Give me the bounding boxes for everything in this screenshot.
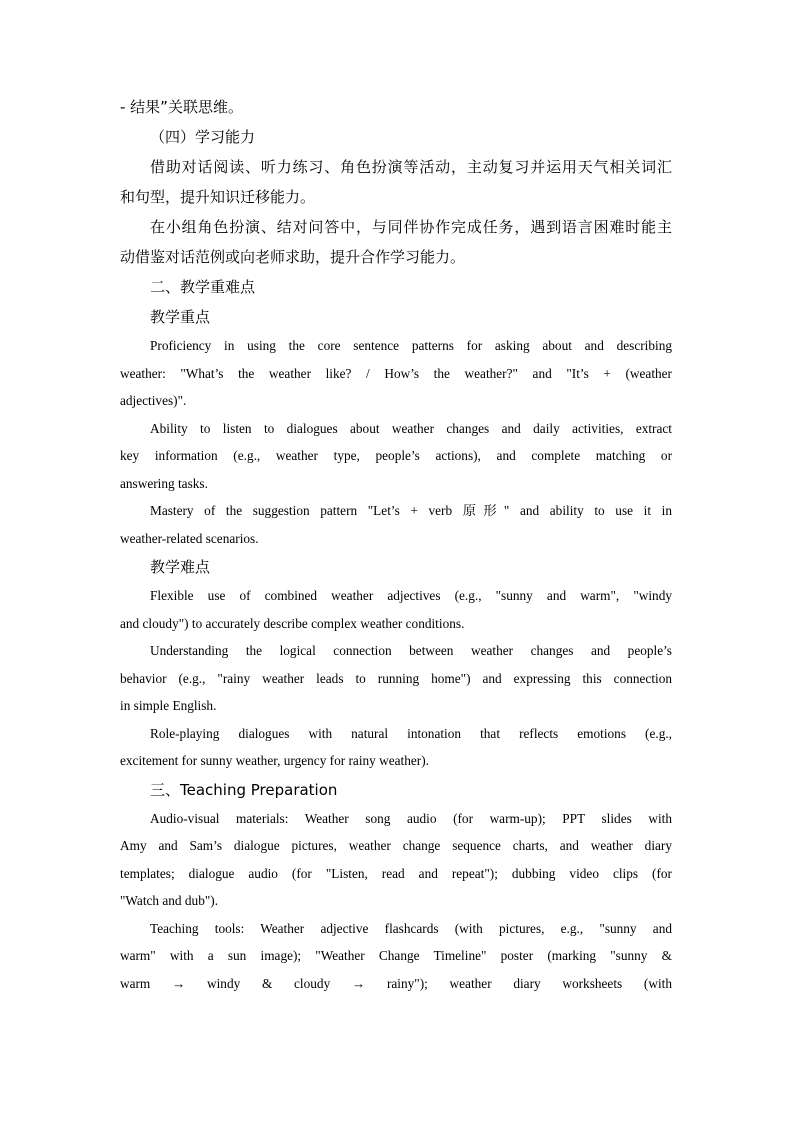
difficult-point-1 xyxy=(120,582,672,637)
learning-ability-paragraph-1 xyxy=(120,152,672,212)
paragraph-line: warm" with a sun image); "Weather Change Timeline" poster (marking "sunny & xyxy=(120,948,672,963)
key-points-heading: 教学重点 xyxy=(150,308,211,326)
paragraph-line: Ability to listen to dialogues about weather changes and daily activities, extract xyxy=(150,420,672,436)
preparation-item-2 xyxy=(120,915,672,998)
learning-ability-heading: （四）学习能力 xyxy=(150,128,256,146)
difficult-point-3 xyxy=(120,720,672,775)
paragraph-line: key information (e.g., weather type, people’s actions), and complete matching or xyxy=(120,448,672,463)
paragraph-line: weather-related scenarios. xyxy=(120,530,259,546)
paragraph-line: 在小组角色扮演、结对问答中，与同伴协作完成任务，遇到语言困难时能主 xyxy=(150,218,672,236)
paragraph-line: in simple English. xyxy=(120,698,217,713)
paragraph-line: 借助对话阅读、听力练习、角色扮演等活动，主动复习并运用天气相关词汇 xyxy=(150,158,672,176)
paragraph-line: Teaching tools: Weather adjective flashcards (with pictures, e.g., "sunny and xyxy=(150,920,672,936)
paragraph-line: weather: "What’s the weather like? / How’s the weather?" and "It’s + (weather xyxy=(120,365,672,381)
paragraph-line: 动借鉴对话范例或向老师求助，提升合作学习能力。 xyxy=(120,248,466,266)
key-point-1 xyxy=(120,332,672,415)
paragraph-line: templates; dialogue audio (for "Listen, read and repeat"); dubbing video clips (for xyxy=(120,865,672,881)
paragraph-line: "Watch and dub"). xyxy=(120,893,219,908)
paragraph-line: 和句型，提升知识迁移能力。 xyxy=(120,188,316,206)
paragraph-line: Understanding the logical connection between weather changes and people’s xyxy=(150,643,672,658)
paragraph-line: Proficiency in using the core sentence patterns for asking about and describing xyxy=(150,338,672,353)
paragraph-line: Mastery of the suggestion pattern "Let’s + verb 原形" and ability to use it in xyxy=(150,503,672,518)
paragraph-line: Audio-visual materials: Weather song audio (for warm-up); PPT slides with xyxy=(150,810,672,826)
key-point-2 xyxy=(120,415,672,498)
focus-section-heading: 二、教学重难点 xyxy=(150,278,256,296)
preparation-heading: 三、Teaching Preparation xyxy=(150,780,338,799)
paragraph-line: and cloudy") to accurately describe complex weather conditions. xyxy=(120,615,465,631)
paragraph-line: answering tasks. xyxy=(120,475,208,491)
paragraph-line: Flexible use of combined weather adjectives (e.g., "sunny and warm", "windy xyxy=(150,588,672,603)
paragraph-line: excitement for sunny weather, urgency for rainy weather). xyxy=(120,753,429,768)
key-point-3 xyxy=(120,497,672,552)
paragraph-line: behavior (e.g., "rainy weather leads to running home") and expressing this connection xyxy=(120,670,672,686)
paragraph-line: adjectives)". xyxy=(120,393,187,408)
preparation-item-1 xyxy=(120,805,672,915)
paragraph-line: Amy and Sam’s dialogue pictures, weather change sequence charts, and weather diary xyxy=(120,838,672,853)
paragraph-line: warm → windy & cloudy → rainy"); weather diary worksheets (with xyxy=(120,975,672,991)
difficult-point-2 xyxy=(120,637,672,720)
document-page xyxy=(120,92,672,997)
learning-ability-paragraph-2 xyxy=(120,212,672,272)
continuation-line: - 结果”关联思维。 xyxy=(120,98,243,116)
difficult-points-heading: 教学难点 xyxy=(150,558,211,576)
paragraph-line: Role-playing dialogues with natural intonation that reflects emotions (e.g., xyxy=(150,725,672,741)
